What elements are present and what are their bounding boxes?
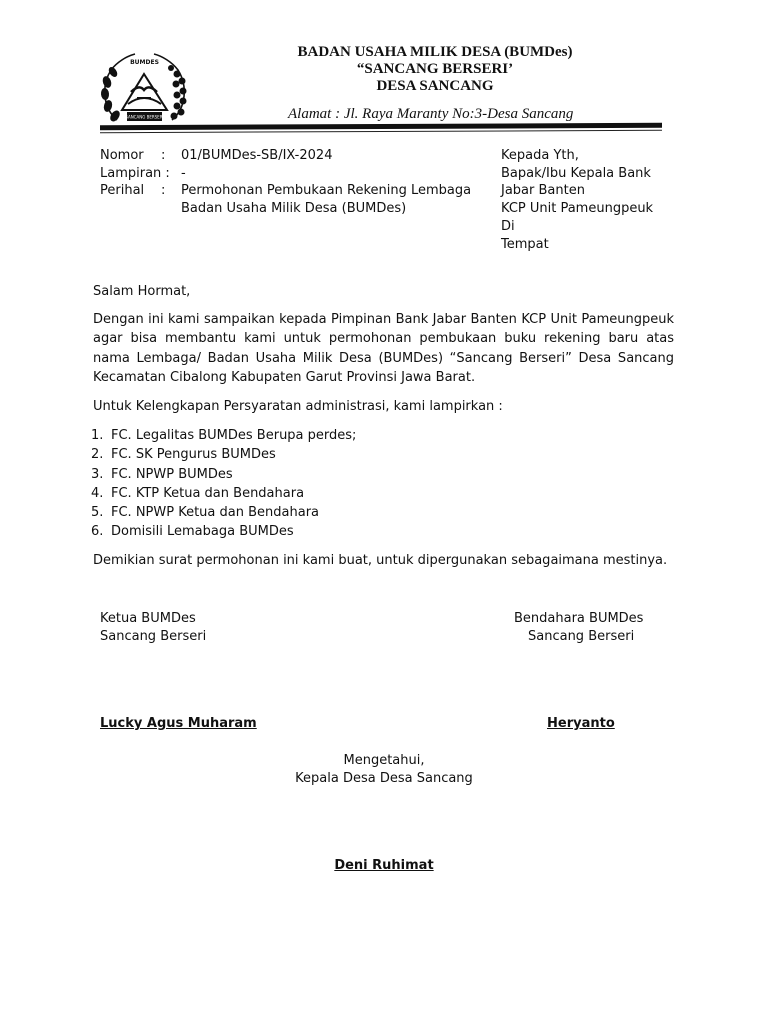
lampiran-value: - [181,166,186,181]
list-number: 1. [91,428,104,443]
left-signer-name: Lucky Agus Muharam [100,716,257,731]
letterhead-line3: DESA SANCANG [376,78,494,94]
list-number: 6. [91,524,104,540]
svg-text:SANCANG BERSERI: SANCANG BERSERI [125,114,164,120]
bumdes-logo [97,48,192,134]
acknowledge-title: Kepala Desa Desa Sancang [295,771,473,786]
letterhead-line1: BADAN USAHA MILIK DESA (BUMDes) [297,44,573,60]
perihal-value-line1: Permohonan Pembukaan Rekening Lembaga [181,183,472,198]
lampiran-label: Lampiran : [100,166,170,181]
letterhead-divider [100,123,662,130]
list-text: FC. KTP Ketua dan Bendahara [111,485,305,501]
list-item [91,465,356,484]
recipient-line: Tempat [501,237,549,252]
nomor-colon: : [161,148,166,163]
acknowledge-signer-name: Deni Ruhimat [334,858,434,873]
letterhead-address: Alamat : Jl. Raya Maranty No:3-Desa Sancang [288,106,574,122]
list-text: FC. Legalitas BUMDes Berupa perdes; [111,428,357,443]
list-item [91,426,356,445]
list-text: FC. NPWP BUMDes [111,466,233,482]
closing-paragraph: Demikian surat permohonan ini kami buat, untuk dipergunakan sebagaimana mestinya. [93,553,668,568]
right-signer-name: Heryanto [547,716,615,731]
recipient-line: Kepada Yth, [501,148,579,163]
letterhead-line2: “SANCANG BERSERI’ [356,61,514,77]
right-signer-org: Sancang Berseri [528,629,635,644]
recipient-line: Di [501,219,515,234]
right-signer-title: Bendahara BUMDes [514,611,644,626]
attachment-list [91,426,356,542]
paragraph-attachments-intro: Untuk Kelengkapan Persyaratan administrasi, kami lampirkan : [93,399,503,414]
recipient-line: Bapak/Ibu Kepala Bank [501,166,651,181]
list-number: 3. [91,466,104,482]
greeting: Salam Hormat, [93,284,191,299]
svg-text:BUMDES: BUMDES [130,59,159,66]
list-number: 5. [91,505,104,521]
list-item [91,484,356,503]
list-item [91,522,356,541]
list-item [91,503,356,522]
perihal-label: Perihal [100,183,145,198]
list-number: 4. [91,485,104,501]
perihal-colon: : [161,183,166,198]
list-text: FC. NPWP Ketua dan Bendahara [111,505,319,521]
list-number: 2. [91,447,104,463]
acknowledge-label: Mengetahui, [343,753,425,768]
recipient-line: Jabar Banten [501,183,585,198]
list-text: Domisili Lemabaga BUMDes [111,524,294,540]
left-signer-title: Ketua BUMDes [100,611,196,626]
left-signer-org: Sancang Berseri [100,629,207,644]
recipient-line: KCP Unit Pameungpeuk [501,201,654,216]
list-text: FC. SK Pengurus BUMDes [111,447,276,463]
paragraph-request: Dengan ini kami sampaikan kepada Pimpinan Bank Jabar Banten KCP Unit Pameungpeuk agar bisa membantu kami untuk permohonan pembukaan buku rekening baru atas nama Lembaga/ Badan Usaha Milik Desa (BUMDes) “Sancang Berseri” Desa Sancang Kecamatan Cibalong Kabupaten Garut Provinsi Jawa Barat. [93,312,674,385]
perihal-value-line2: Badan Usaha Milik Desa (BUMDes) [181,201,407,216]
list-item [91,445,356,464]
nomor-label: Nomor [100,148,144,163]
nomor-value: 01/BUMDes-SB/IX-2024 [181,148,333,163]
